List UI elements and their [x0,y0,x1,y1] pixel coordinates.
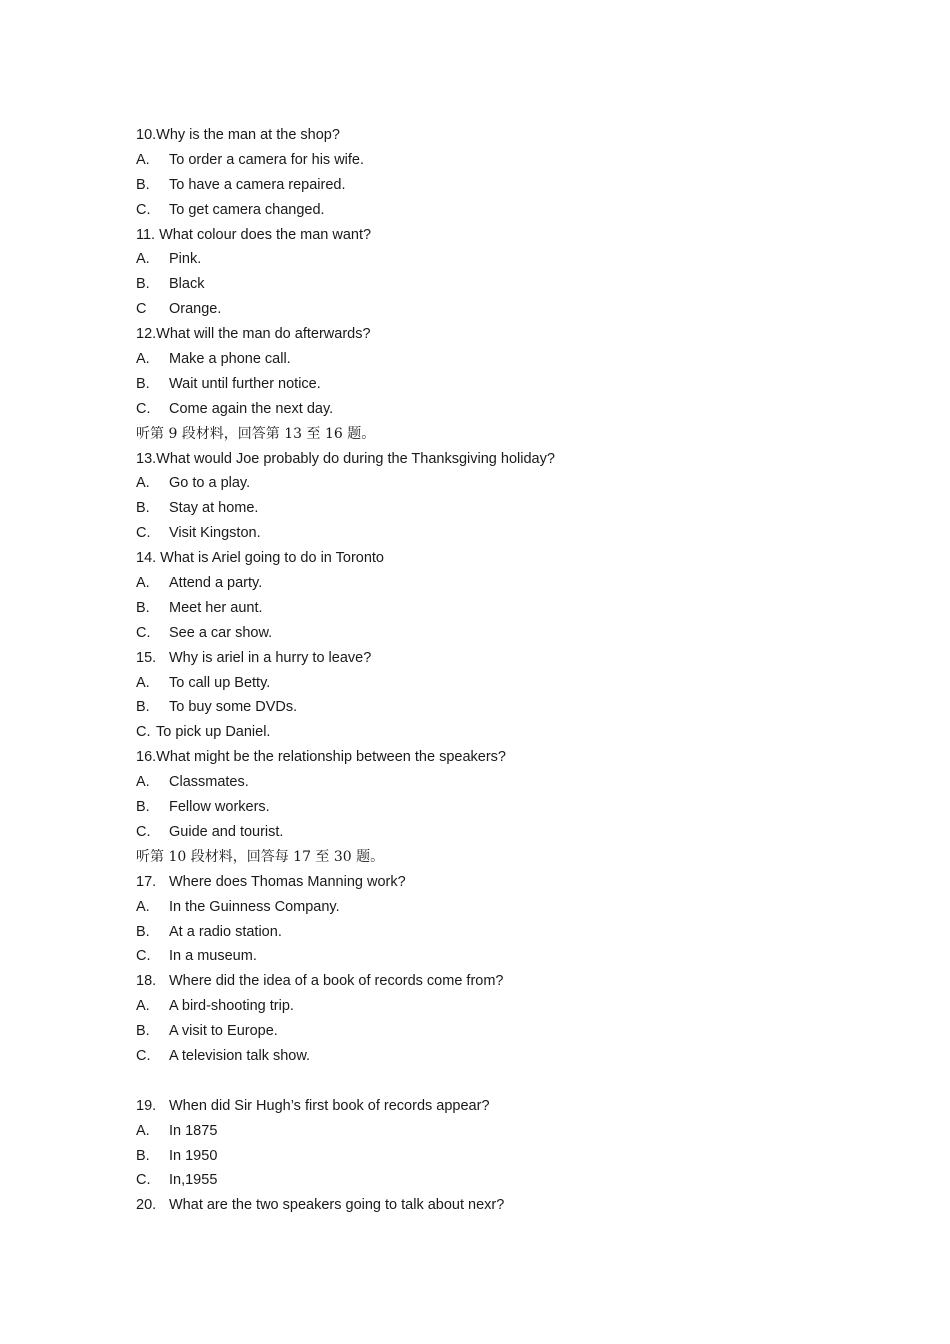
option-label: A. [136,674,150,691]
option-label: A. [136,251,150,268]
option-line [136,920,836,945]
option-line [136,471,836,496]
option-label: C. [136,400,151,417]
option-text: At a radio station. [169,923,282,940]
option-line [136,297,836,322]
question-text: 12.What will the man do afterwards? [136,326,371,343]
option-text: Come again the next day. [169,400,334,417]
option-label: 20. [136,1197,157,1214]
option-text: In the Guinness Company. [169,898,340,915]
option-line [136,621,836,646]
option-text: Stay at home. [169,500,259,517]
question-text: 13.What would Joe probably do during the Thanksgiving holiday? [136,450,555,467]
option-line [136,795,836,820]
option-text: See a car show. [169,624,273,641]
option-line [136,198,836,223]
option-line [136,173,836,198]
option-text: Where does Thomas Manning work? [169,873,406,890]
option-label: B. [136,375,150,392]
option-line [136,1168,836,1193]
option-text: Guide and tourist. [169,823,284,840]
option-label: B. [136,176,150,193]
option-text: In 1950 [169,1147,218,1164]
question-line [136,123,836,148]
option-label: C. [136,201,151,218]
option-text: Meet her aunt. [169,599,263,616]
option-label: C. [136,525,151,542]
option-label: A. [136,998,150,1015]
question-text: 11. What colour does the man want? [136,226,372,243]
option-label: 18. [136,973,157,990]
option-line [136,646,836,671]
blank-line [136,1069,836,1094]
option-text: To pick up Daniel. [156,724,271,741]
question-line [136,447,836,472]
option-line [136,496,836,521]
option-text: To call up Betty. [169,674,271,691]
option-line [136,1193,836,1218]
question-line [136,223,836,248]
option-label: B. [136,276,150,293]
option-text: In,1955 [169,1172,218,1189]
section-instruction [136,845,836,870]
option-label: C. [136,724,151,741]
option-text: Pink. [169,251,202,268]
option-line [136,870,836,895]
option-text: Where did the idea of a book of records come from? [169,973,504,990]
question-line [136,322,836,347]
option-line [136,695,836,720]
option-label: C. [136,823,151,840]
option-text: Wait until further notice. [169,375,321,392]
option-label: B. [136,699,150,716]
option-line [136,1119,836,1144]
option-text: Black [169,276,205,293]
option-text: A bird-shooting trip. [169,998,294,1015]
question-text: 16.What might be the relationship between the speakers? [136,749,506,766]
option-label: B. [136,599,150,616]
option-text: Why is ariel in a hurry to leave? [169,649,372,666]
option-text: To buy some DVDs. [169,699,298,716]
option-line [136,347,836,372]
question-line [136,745,836,770]
option-line [136,1144,836,1169]
option-label: B. [136,500,150,517]
option-line [136,247,836,272]
option-text: Orange. [169,301,222,318]
option-line [136,1044,836,1069]
option-label: 19. [136,1097,157,1114]
option-line [136,770,836,795]
option-label: A. [136,898,150,915]
option-text: Visit Kingston. [169,525,261,542]
option-text: Fellow workers. [169,799,270,816]
option-label: B. [136,923,150,940]
option-text: In a museum. [169,948,257,965]
option-label: C. [136,1047,151,1064]
option-label: B. [136,1147,150,1164]
option-line [136,944,836,969]
option-label: A. [136,575,150,592]
option-line [136,272,836,297]
option-text: A visit to Europe. [169,1023,278,1040]
option-label: B. [136,1023,150,1040]
option-line [136,1019,836,1044]
question-line [136,546,836,571]
option-text: To get camera changed. [169,201,325,218]
option-line [136,148,836,173]
option-text: When did Sir Hugh’s first book of records appear? [169,1097,490,1114]
option-text: Classmates. [169,774,249,791]
instruction-text: 听第 10 段材料，回答每 17 至 30 题。 [136,848,385,865]
option-label: A. [136,151,150,168]
option-line [136,969,836,994]
instruction-text: 听第 9 段材料，回答第 13 至 16 题。 [136,425,376,442]
question-text: 10.Why is the man at the shop? [136,127,340,143]
option-text: To order a camera for his wife. [169,151,365,168]
option-line [136,820,836,845]
option-label: A. [136,351,150,368]
option-line [136,521,836,546]
option-line [136,895,836,920]
option-text: In 1875 [169,1122,218,1139]
option-text: What are the two speakers going to talk about nexr? [169,1197,505,1214]
option-text: Attend a party. [169,575,263,592]
option-label: A. [136,1122,150,1139]
option-text: A television talk show. [169,1047,311,1064]
option-line [136,994,836,1019]
option-line [136,1094,836,1119]
option-label: C. [136,624,151,641]
option-label: 17. [136,873,157,890]
section-instruction [136,422,836,447]
question-list [136,123,836,1218]
option-text: Make a phone call. [169,351,291,368]
option-label: B. [136,799,150,816]
option-line [136,720,836,745]
question-text: 14. What is Ariel going to do in Toronto [136,550,384,567]
option-text: Go to a play. [169,475,251,492]
option-label: A. [136,774,150,791]
option-label: 15. [136,649,157,666]
option-text: To have a camera repaired. [169,176,346,193]
option-line [136,397,836,422]
option-label: C. [136,948,151,965]
option-label: C. [136,1172,151,1189]
option-label: C [136,301,147,318]
option-line [136,372,836,397]
option-line [136,671,836,696]
option-line [136,596,836,621]
option-line [136,571,836,596]
option-label: A. [136,475,150,492]
